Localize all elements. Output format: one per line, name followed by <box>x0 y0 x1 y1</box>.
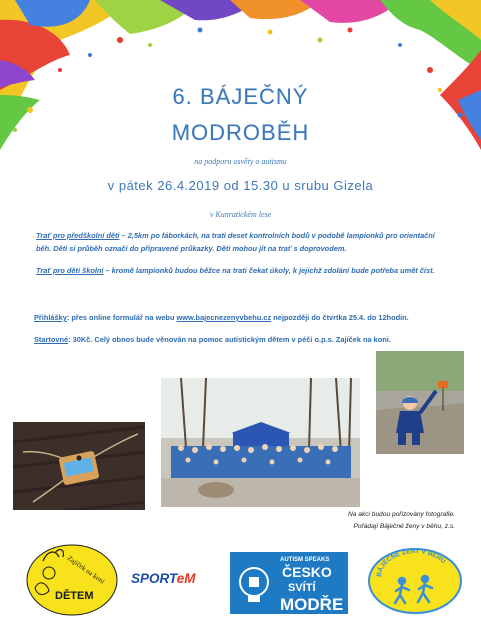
bajecne-zeny-v-behu-logo <box>367 547 463 615</box>
registration-link[interactable]: www.bajecnezenyvbehu.cz <box>176 313 272 322</box>
registration-label: Přihlášky <box>34 313 67 322</box>
zajicek-arc-text: Zajíček na koni <box>65 554 107 586</box>
event-place: v Kunratickém lese <box>209 210 272 219</box>
fee-label: Startovné <box>34 335 69 344</box>
photo-notice: Na akci budou pořizovány fotografie. <box>347 511 455 518</box>
event-datetime: v pátek 26.4.2019 od 15.30 u srubu Gizela <box>107 178 374 193</box>
fee-info <box>34 334 454 347</box>
sportem-em: eM <box>176 571 196 586</box>
bajecne-arc-path: BÁJEČNÉ ŽENY V BĚHU <box>375 547 447 578</box>
registration-text-after: nejpozději do čtvrtka 25.4. do 12hodin. <box>271 313 409 322</box>
group-photo <box>161 378 360 507</box>
track-preschool <box>36 230 448 255</box>
track-preschool-label: Trať pro předškolní děti <box>36 231 120 240</box>
event-title-line1: 6. BÁJEČNÝ <box>172 84 309 109</box>
event-subtitle: na podporu osvěty o autismu <box>194 157 287 166</box>
organizer-notice: Pořádají Báječné ženy v běhu, z.s. <box>353 523 455 530</box>
zajicek-na-koni-logo <box>25 543 119 617</box>
autism-line2: SVÍTÍ <box>288 582 316 594</box>
event-title-line2: MODROBĚH <box>171 120 310 145</box>
zajicek-word: DĚTEM <box>55 590 94 602</box>
cesko-sviti-modre-logo <box>230 552 348 614</box>
autism-line3: MODŘE <box>280 595 344 614</box>
fee-text: : 30Kč. Celý obnos bude věnován na pomoc autistickým dětem v péči o.p.s. Zajíček na koni. <box>68 335 391 344</box>
track-school <box>36 265 448 278</box>
child-photo <box>376 351 464 454</box>
sportem-logo <box>131 571 217 593</box>
autism-line1: ČESKO <box>282 564 332 580</box>
sportem-main: SPORT <box>131 571 177 586</box>
medal-photo <box>13 422 145 510</box>
registration-info <box>34 312 454 325</box>
autism-top-text: AUTISM SPEAKS <box>280 557 330 563</box>
track-school-text: – kromě lampionků budou běžce na trati čekat úkoly, k jejichž zdolání bude potřeba umět číst. <box>103 266 435 275</box>
track-school-label: Trať pro děti školní <box>36 266 104 275</box>
track-preschool-text: – 2,5km po fáborkách, na trati deset kontrolních bodů v podobě lampionků pro orientační běh. Děti si průběh označí do připravené průkazky. Děti mohou jít na trať s doprovodem. <box>36 231 435 253</box>
registration-text-before: : přes online formulář na webu <box>66 313 177 322</box>
